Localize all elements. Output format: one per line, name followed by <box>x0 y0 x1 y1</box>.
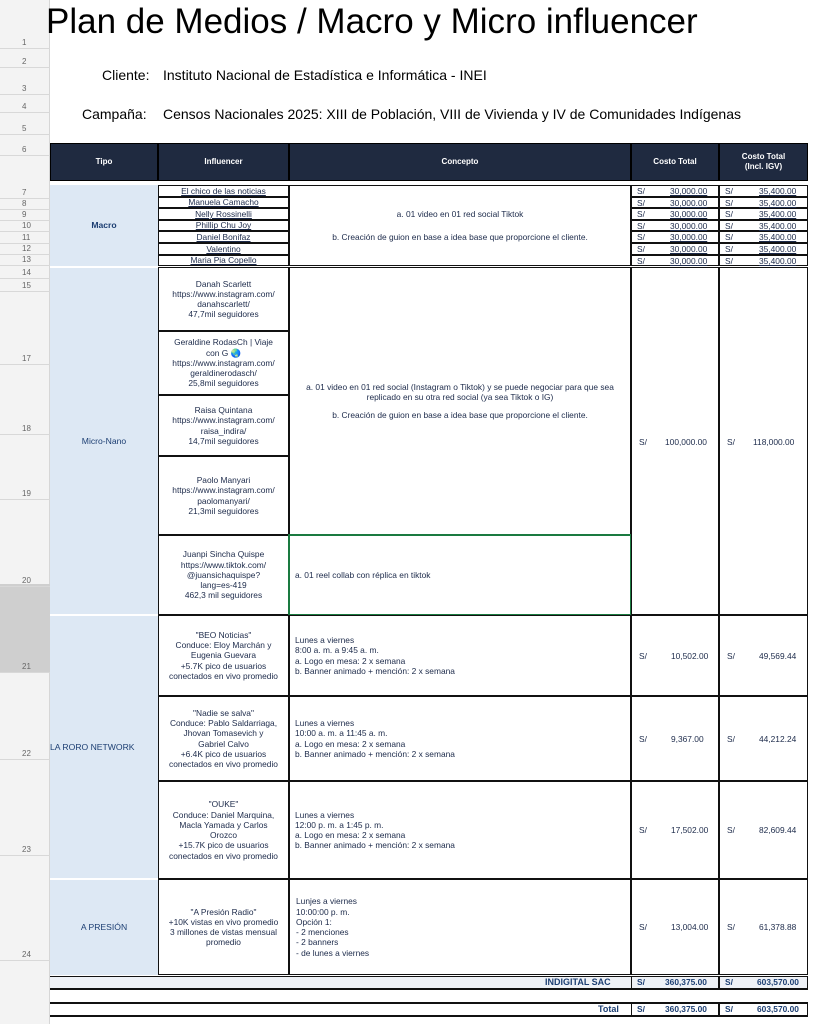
roro-cost-currency: S/ <box>639 825 647 835</box>
roro-igv-value: 44,212.24 <box>759 733 797 744</box>
presion-concepto-line: 10:00:00 p. m. <box>296 906 350 917</box>
roro-influencer-line: "Nadie se salva" <box>193 707 254 718</box>
header-influencer: Influencer <box>158 143 289 181</box>
header-concepto: Concepto <box>289 143 631 181</box>
row-divider <box>0 364 50 365</box>
macro-igv-currency: S/ <box>725 255 733 266</box>
macro-cost-value: 30,000.00 <box>670 209 708 220</box>
macro-igv-currency: S/ <box>725 209 733 220</box>
micro-cost-value: 100,000.00 <box>665 437 707 447</box>
roro-influencer-line: Gabriel Calvo <box>198 738 249 749</box>
presion-influencer-line: 3 millones de vistas mensual <box>169 927 278 937</box>
micro-influencer-line: 462,3 mil seguidores <box>184 590 263 601</box>
roro-influencer-line: "BEO Noticias" <box>195 629 252 640</box>
row-divider <box>0 231 50 232</box>
row-number: 4 <box>22 102 27 111</box>
row-divider <box>0 134 50 135</box>
row-number: 10 <box>22 221 31 230</box>
roro-concepto-cell <box>289 781 631 879</box>
roro-influencer-line: Conduce: Eloy Marchán y <box>175 640 272 651</box>
roro-concepto-cell <box>289 696 631 781</box>
roro-igv-currency: S/ <box>727 650 735 661</box>
roro-cost-value: 10,502.00 <box>671 650 709 661</box>
macro-cost-value: 30,000.00 <box>670 197 708 208</box>
macro-igv-value: 35,400.00 <box>759 255 797 266</box>
roro-influencer-line: Conduce: Daniel Marquina, <box>172 809 275 820</box>
row-number: 18 <box>22 424 31 433</box>
presion-influencer <box>158 879 289 975</box>
presion-igv-currency: S/ <box>727 922 735 932</box>
presion-concepto-line: - 2 menciones <box>296 927 349 937</box>
roro-concepto-line: b. Banner animado + mención: 2 x semana <box>295 665 455 676</box>
macro-igv-value: 35,400.00 <box>759 209 797 220</box>
macro-cost-value: 30,000.00 <box>670 186 708 196</box>
total-cost-value: 360,375.00 <box>665 1004 707 1014</box>
presion-concepto-line: Lunjes a viernes <box>296 896 357 907</box>
micro-influencer-line: https://www.instagram.com/ <box>172 288 275 299</box>
roro-concepto-line: a. Logo en mesa: 2 x semana <box>295 655 406 666</box>
cliente-value: Instituto Nacional de Estadística e Informática - INEI <box>163 67 487 83</box>
macro-cost-value: 30,000.00 <box>670 220 708 231</box>
macro-igv-currency: S/ <box>725 186 733 196</box>
roro-concepto-line: 8:00 a. m. a 9:45 a. m. <box>295 645 379 656</box>
total-igv-value: 603,570.00 <box>757 1004 799 1014</box>
micro-influencer-cell <box>158 395 289 456</box>
selected-cell-micro-reel[interactable]: a. 01 reel collab con réplica en tiktok <box>288 534 632 616</box>
roro-influencer-line: "OUKE" <box>208 799 239 810</box>
macro-influencer-name: Phillip Chu Joy <box>158 220 289 232</box>
subtotal-igv-value: 603,570.00 <box>757 977 799 987</box>
macro-influencer-name: Manuela Camacho <box>158 197 289 209</box>
presion-influencer-line: "A Presión Radio" <box>190 906 257 917</box>
row-divider <box>0 434 50 435</box>
campana-value: Censos Nacionales 2025: XIII de Población, VIII de Vivienda y IV de Comunidades Indígenas <box>163 106 741 122</box>
roro-influencer-line: Eugenia Guevara <box>190 650 257 661</box>
roro-influencer-line: +6.4K pico de usuarios <box>180 748 267 759</box>
macro-igv-currency: S/ <box>725 197 733 208</box>
row-number: 19 <box>22 489 31 498</box>
page-title: Plan de Medios / Macro y Micro influencer <box>46 2 698 41</box>
row-divider <box>0 960 50 961</box>
subtotal-cost-value: 360,375.00 <box>665 977 707 987</box>
row-number: 2 <box>22 57 27 66</box>
micro-influencer-line: Juanpi Sincha Quispe <box>182 549 265 560</box>
row-number: 17 <box>22 354 31 363</box>
tipo-la-roro-network: LA RORO NETWORK <box>50 616 158 878</box>
row-number: 7 <box>22 188 27 197</box>
roro-concepto-line: b. Banner animado + mención: 2 x semana <box>295 840 455 851</box>
roro-igv-value: 82,609.44 <box>759 825 797 835</box>
row-divider <box>0 672 50 673</box>
micro-influencer-line: con G 🌏 <box>205 347 242 358</box>
row-divider <box>0 94 50 95</box>
macro-concepto <box>289 185 631 266</box>
row-header-selected <box>0 584 50 672</box>
micro-influencer-cell <box>158 456 289 535</box>
micro-influencer-line: @juansichaquispe? <box>186 569 261 580</box>
macro-concepto-1: a. 01 video en 01 red social Tiktok <box>396 209 524 220</box>
micro-influencer-line: Raisa Quintana <box>194 405 253 415</box>
row-divider <box>0 112 50 113</box>
roro-influencer-cell <box>158 781 289 879</box>
macro-cost-currency: S/ <box>637 220 645 231</box>
roro-influencer-cell <box>158 696 289 781</box>
cliente-label: Cliente: <box>102 67 150 83</box>
macro-igv-currency: S/ <box>725 232 733 243</box>
header-costo-igv <box>719 143 808 181</box>
micro-influencer-line: 47,7mil seguidores <box>188 309 259 320</box>
row-divider <box>0 586 50 587</box>
row-number: 20 <box>22 576 31 585</box>
macro-influencer-name: Maria Pia Copello <box>158 255 289 267</box>
presion-concepto-line: - de lunes a viernes <box>296 947 370 958</box>
subtotal-igv-currency: S/ <box>725 977 733 987</box>
micro-influencer-line: geraldinerodasch/ <box>190 368 257 379</box>
micro-influencer-cell <box>158 267 289 331</box>
macro-cost-value: 30,000.00 <box>670 255 708 266</box>
roro-influencer-line: Macla Yamada y Carlos <box>179 819 268 830</box>
campana-label: Campaña: <box>82 106 147 122</box>
micro-influencer-line: 25,8mil seguidores <box>188 378 259 389</box>
row-divider <box>0 499 50 500</box>
header-costo-total: Costo Total <box>631 143 719 181</box>
header-costo-igv-line1: Costo Total <box>741 152 786 162</box>
macro-cost-currency: S/ <box>637 255 645 266</box>
row-divider <box>0 855 50 856</box>
roro-concepto-line: Lunes a viernes <box>295 809 355 820</box>
total-label: Total <box>598 1004 619 1014</box>
macro-cost-currency: S/ <box>637 197 645 208</box>
micro-influencer-cell <box>158 535 289 615</box>
row-number: 14 <box>22 268 31 277</box>
macro-influencer-name: Nelly Rossinelli <box>158 208 289 220</box>
macro-influencer-name: El chico de las noticias <box>158 185 289 197</box>
row-number: 8 <box>22 199 27 208</box>
roro-influencer-line: Orozco <box>210 830 237 840</box>
subtotal-label: INDIGITAL SAC <box>545 977 611 987</box>
macro-igv-value: 35,400.00 <box>759 244 797 254</box>
presion-influencer-line: +10K vistas en vivo promedio <box>168 916 279 927</box>
row-number: 23 <box>22 845 31 854</box>
micro-influencer-line: 21,3mil seguidores <box>188 505 259 516</box>
row-number: 6 <box>22 145 27 154</box>
roro-igv-currency: S/ <box>727 825 735 835</box>
total-igv-currency: S/ <box>725 1004 733 1014</box>
macro-cost-value: 30,000.00 <box>670 244 708 254</box>
subtotal-cost-currency: S/ <box>637 977 645 987</box>
roro-concepto-line: 12:00 p. m. a 1:45 p. m. <box>295 819 384 830</box>
macro-cost-value: 30,000.00 <box>670 232 708 243</box>
presion-concepto <box>289 879 631 975</box>
roro-influencer-line: Jhovan Tomasevich y <box>183 728 264 739</box>
roro-concepto-line: a. Logo en mesa: 2 x semana <box>295 738 406 749</box>
micro-influencer-line: https://www.instagram.com/ <box>172 485 275 496</box>
micro-concepto <box>289 267 631 535</box>
micro-concepto-1: a. 01 video en 01 red social (Instagram o Tiktok) y se puede negociar para que sea replicado en su otra red social (ya sea Tiktok o IG) <box>306 381 614 402</box>
row-number: 22 <box>22 749 31 758</box>
roro-influencer-line: conectados en vivo promedio <box>169 759 278 769</box>
row-number: 13 <box>22 255 31 264</box>
roro-concepto-line: 10:00 a. m. a 11:45 a. m. <box>295 728 388 739</box>
row-number: 24 <box>22 950 31 959</box>
micro-influencer-line: lang=es-419 <box>200 580 247 591</box>
macro-igv-value: 35,400.00 <box>759 197 797 208</box>
presion-cost-currency: S/ <box>639 922 647 932</box>
tipo-macro: Macro <box>50 185 158 266</box>
presion-concepto-line: Opción 1: <box>296 916 332 927</box>
macro-igv-value: 35,400.00 <box>759 186 797 196</box>
presion-igv-value: 61,378.88 <box>759 922 797 932</box>
roro-influencer-line: conectados en vivo promedio <box>169 670 278 681</box>
roro-influencer-line: +15.7K pico de usuarios <box>178 840 269 851</box>
row-divider <box>0 278 50 279</box>
row-number: 11 <box>22 233 31 242</box>
micro-influencer-line: https://www.instagram.com/ <box>172 357 275 368</box>
roro-cost-currency: S/ <box>639 650 647 661</box>
roro-influencer-line: Conduce: Pablo Saldarriaga, <box>169 718 278 728</box>
row-number: 15 <box>22 281 31 290</box>
row-divider <box>0 759 50 760</box>
presion-cost-value: 13,004.00 <box>671 922 709 932</box>
micro-cost-currency: S/ <box>639 437 647 447</box>
macro-influencer-name: Valentino <box>158 243 289 255</box>
row-divider <box>0 67 50 68</box>
row-divider <box>0 48 50 49</box>
micro-influencer-line: paolomanyari/ <box>197 495 250 506</box>
roro-concepto-line: Lunes a viernes <box>295 635 355 645</box>
row-number: 12 <box>22 244 31 253</box>
total-cost-currency: S/ <box>637 1004 645 1014</box>
micro-igv-currency: S/ <box>727 437 735 447</box>
macro-influencer-name: Daniel Bonifaz <box>158 231 289 243</box>
row-number: 5 <box>22 124 27 133</box>
micro-influencer-line: danahscarlett/ <box>197 299 250 309</box>
macro-cost-currency: S/ <box>637 244 645 254</box>
roro-concepto-line: b. Banner animado + mención: 2 x semana <box>295 748 455 759</box>
row-divider <box>0 155 50 156</box>
row-number: 9 <box>22 210 27 219</box>
macro-igv-currency: S/ <box>725 220 733 231</box>
row-divider <box>0 291 50 292</box>
macro-igv-currency: S/ <box>725 244 733 254</box>
presion-influencer-line: promedio <box>206 937 241 948</box>
macro-concepto-2: b. Creación de guion en base a idea base que proporcione el cliente. <box>332 231 588 242</box>
micro-influencer-line: Danah Scarlett <box>195 278 252 289</box>
micro-influencer-cell <box>158 331 289 395</box>
row-number: 3 <box>22 84 27 93</box>
macro-cost-currency: S/ <box>637 209 645 220</box>
roro-concepto-cell <box>289 615 631 696</box>
roro-influencer-cell <box>158 615 289 696</box>
macro-igv-value: 35,400.00 <box>759 220 797 231</box>
roro-influencer-line: +5.7K pico de usuarios <box>180 660 267 671</box>
tipo-a-presion: A PRESIÓN <box>50 880 158 975</box>
presion-concepto-line: - 2 banners <box>296 937 339 948</box>
row-divider <box>0 265 50 266</box>
roro-igv-value: 49,569.44 <box>759 650 797 661</box>
macro-cost-currency: S/ <box>637 186 645 196</box>
roro-cost-value: 17,502.00 <box>671 825 709 835</box>
row-number: 1 <box>22 38 27 47</box>
roro-concepto-line: a. Logo en mesa: 2 x semana <box>295 830 406 840</box>
micro-influencer-line: https://www.tiktok.com/ <box>180 559 267 570</box>
macro-igv-value: 35,400.00 <box>759 232 797 243</box>
micro-concepto-2: b. Creación de guion en base a idea base que proporcione el cliente. <box>332 410 588 421</box>
micro-influencer-line: 14,7mil seguidores <box>188 435 259 446</box>
row-number: 21 <box>22 662 31 671</box>
roro-cost-currency: S/ <box>639 733 647 744</box>
roro-concepto-line: Lunes a viernes <box>295 718 355 728</box>
micro-influencer-line: Paolo Manyari <box>196 475 251 485</box>
roro-igv-currency: S/ <box>727 733 735 744</box>
micro-influencer-line: raisa_indira/ <box>200 425 247 436</box>
tipo-micro-nano: Micro-Nano <box>50 268 158 614</box>
roro-influencer-line: conectados en vivo promedio <box>169 850 278 861</box>
header-tipo: Tipo <box>50 143 158 181</box>
header-costo-igv-line2: (Incl. IGV) <box>744 162 783 171</box>
micro-influencer-line: https://www.instagram.com/ <box>172 415 275 426</box>
roro-cost-value: 9,367.00 <box>671 733 704 744</box>
macro-cost-currency: S/ <box>637 232 645 243</box>
micro-igv-value: 118,000.00 <box>753 437 795 447</box>
micro-influencer-line: Geraldine RodasCh | Viaje <box>174 337 273 348</box>
